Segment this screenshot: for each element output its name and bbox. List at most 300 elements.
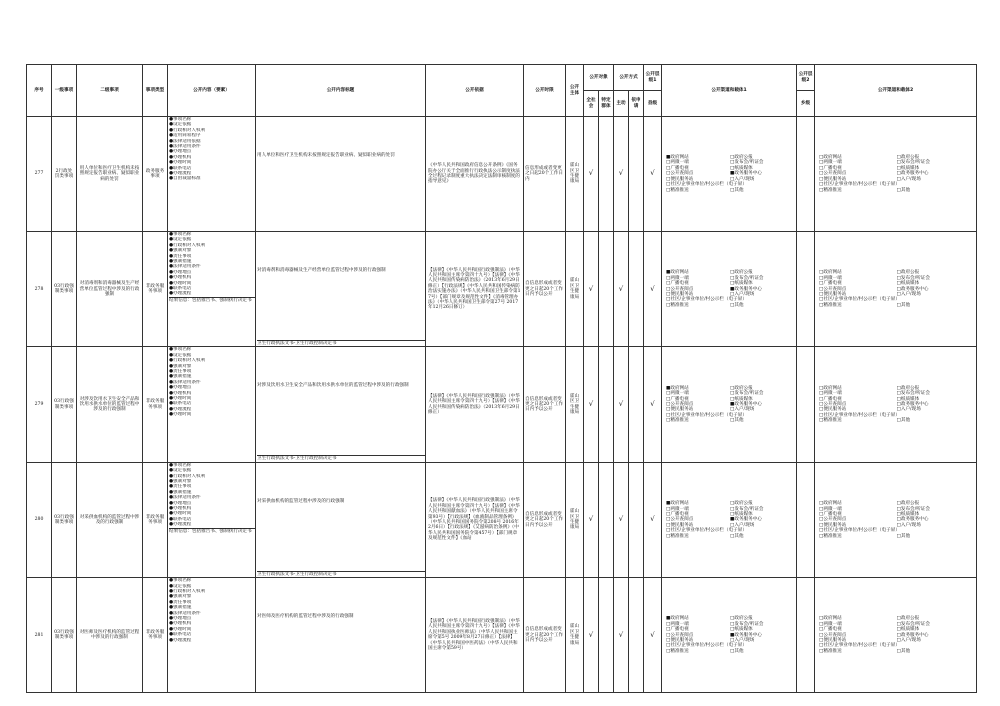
cell-seq: 280: [27, 462, 52, 577]
channel-option-paper: □纸质媒体: [730, 396, 753, 402]
channel-option-gov-site: □政府网站: [819, 616, 842, 622]
cell-period: 信息形成或者变更之日起20个工作日内: [524, 117, 566, 232]
element-item: ●办理时间: [169, 280, 192, 286]
element-item: ●强制措施: [169, 258, 192, 264]
check-target-specific: [599, 462, 614, 577]
channel-option-convenience: □便民服务站: [666, 407, 694, 413]
channel-option-press: □发布会/听证会: [896, 621, 930, 627]
cell-title-extra: 卫生行政执法文书-卫生行政控制决定书: [257, 455, 425, 461]
channel-option-community: □社区/企事业单位/村公示栏（电子屏）: [819, 182, 900, 188]
cell-title-text: 对医师及医疗机构的监管过程中涉及的行政强制: [257, 614, 354, 620]
check-target-all: √: [584, 117, 599, 232]
element-item: ●行政相对人权利: [169, 358, 206, 364]
cell-title-text: 对采供血机构的监管过程中涉及的行政强制: [257, 498, 345, 504]
cell-period: 自信息形成或者变更之日起20个工作日内予以公开: [524, 347, 566, 462]
check-township: [797, 578, 815, 693]
channel-option-broadcast: □广播电视: [666, 396, 689, 402]
channel-option-precise: □精准推送: [819, 648, 842, 654]
channel-option-paper: □纸质媒体: [730, 281, 753, 287]
channel-option-broadcast: □广播电视: [666, 627, 689, 633]
header-seq: 序号: [27, 65, 52, 117]
element-item: ●责任事项: [169, 253, 192, 259]
element-item: ●法律适用条件: [169, 264, 201, 270]
channel-option-two-micro: □两微一端: [819, 275, 842, 281]
channel-option-convenience: □便民服务站: [666, 291, 694, 297]
cell-subject: 霍山区卫生健康局: [566, 462, 584, 577]
element-item: ●强制对象: [169, 248, 192, 254]
cell-seq: 278: [27, 232, 52, 347]
element-item: ●设定依据: [169, 468, 192, 474]
channel-option-precise: □精准推送: [819, 187, 842, 193]
channel-option-gov-site: □政府网站: [819, 501, 842, 507]
channel-option-gov-gazette: □政府公报: [730, 616, 753, 622]
channel-option-community: □社区/企事业单位/村公示栏（电子屏）: [819, 528, 900, 534]
channel-option-community: □社区/企事业单位/村公示栏（电子屏）: [666, 182, 747, 188]
cell-level2: 对医师及医疗机构的监管过程中涉及的行政强制: [77, 578, 143, 693]
channel-option-query-point: □公开查阅点: [819, 517, 847, 523]
cell-basis: 【法律】《中华人民共和国行政强制法》（中华人民共和国主席令第四十九号）【法律】《中华人民共和国传染病防治法》（2013年6月29日修正）: [426, 347, 524, 462]
check-target-specific: [599, 347, 614, 462]
channel-option-gov-gazette: □政府公报: [730, 385, 753, 391]
check-method-active: √: [614, 232, 629, 347]
element-item: ●联系电话: [169, 632, 192, 638]
channel-option-paper: □纸质媒体: [896, 627, 920, 633]
element-item: ●强制措施: [169, 489, 192, 495]
channel-option-community: □社区/企事业单位/村公示栏（电子屏）: [819, 297, 900, 303]
channel-option-precise: □精准推送: [666, 302, 689, 308]
header-county: 县级: [644, 91, 662, 117]
channel-option-two-micro: □两微一端: [666, 621, 689, 627]
element-item: ●办理地点: [169, 615, 192, 621]
element-item: ●办理流程: [169, 637, 192, 643]
check-method-apply: [629, 347, 644, 462]
channel-option-other: □其他: [730, 302, 744, 308]
channel-option-broadcast: □广播电视: [819, 511, 842, 517]
cell-level1: 2行政处罚类事项: [52, 117, 77, 232]
header-content: 公开内容（要素）: [168, 65, 256, 117]
channel-option-service-center: □政务服务中心: [896, 286, 929, 292]
cell-basis: 【法律】《中华人民共和国行政强制法》（中华人民共和国主席令第四十九号）【法律】《中华人民共和国献血法》（中华人民共和国主席令第93号）【行政法规】《血液制品管理条例》（中华人民共和国国务院令第208号 2016年2月6日）【行政法规】《艾滋病防治条例》（中华人民共和国国务院令第457号）【部门规章及规范性文件】《血站: [426, 462, 524, 577]
element-item: ●责任事项: [169, 484, 192, 490]
channel-option-paper: □纸质媒体: [896, 396, 920, 402]
cell-level1: 03行政强制类事项: [52, 232, 77, 347]
channel-option-broadcast: □广播电视: [819, 396, 842, 402]
channel-option-other: □其他: [730, 187, 744, 193]
element-item: ●行政相对人权利: [169, 127, 206, 133]
header-title: 公开内容标题: [256, 65, 426, 117]
channel-option-two-micro: □两微一端: [819, 506, 842, 512]
cell-elements: [168, 117, 256, 232]
channel-option-broadcast: □广播电视: [666, 165, 689, 171]
element-item: ●办理流程: [169, 406, 192, 412]
cell-type: 政务服务事项: [143, 117, 168, 232]
cell-title-text: 用人单位和医疗卫生机构未按照规定报告职业病、疑似职业病的处罚: [257, 153, 395, 158]
channel-option-press: □发布会/听证会: [730, 621, 764, 627]
check-township: [797, 462, 815, 577]
channel-option-query-point: □公开查阅点: [819, 401, 847, 407]
channel-option-door: □入户/现场: [730, 407, 755, 413]
channel-option-community: □社区/企事业单位/村公示栏（电子屏）: [666, 643, 747, 649]
element-item: ●办理时间: [169, 160, 192, 166]
channel-option-door: □入户/现场: [730, 637, 755, 643]
cell-type: 非政务服务事项: [143, 578, 168, 693]
element-item: ●联系电话: [169, 285, 192, 291]
header-period: 公开时限: [524, 65, 566, 117]
element-item: ●事项名称: [169, 347, 192, 353]
check-method-active: √: [614, 578, 629, 693]
channel-option-community: □社区/企事业单位/村公示栏（电子屏）: [819, 412, 900, 418]
channel-option-gov-gazette: □政府公报: [896, 616, 920, 622]
channel-option-convenience: □便民服务站: [819, 176, 847, 182]
channel-option-service-center: □政务服务中心: [896, 401, 929, 407]
channel-option-two-micro: □两微一端: [819, 391, 842, 397]
channel-option-query-point: □公开查阅点: [819, 632, 847, 638]
check-method-apply: [629, 232, 644, 347]
element-item: ●法律适用条件: [169, 143, 201, 149]
channel-option-gov-site: ■政府网站: [666, 501, 689, 507]
check-county: √: [644, 117, 662, 232]
channel-option-door: □入户/现场: [896, 291, 921, 297]
channel-option-community: □社区/企事业单位/村公示栏（电子屏）: [666, 297, 747, 303]
channel-option-broadcast: □广播电视: [819, 165, 842, 171]
channel-option-precise: □精准推送: [819, 418, 842, 424]
channel-option-gov-gazette: □政府公报: [730, 501, 753, 507]
cell-channels2: [815, 347, 977, 462]
check-target-specific: [599, 232, 614, 347]
check-method-apply: [629, 578, 644, 693]
element-item: ●事项名称: [169, 462, 192, 468]
cell-title: [256, 232, 426, 347]
header-target-all: 全社会: [584, 91, 599, 117]
element-item: ●办理时间: [169, 511, 192, 517]
check-county: √: [644, 347, 662, 462]
channel-option-door: □入户/现场: [896, 637, 921, 643]
channel-option-service-center: □政务服务中心: [896, 632, 929, 638]
check-target-all: √: [584, 232, 599, 347]
channel-option-precise: □精准推送: [666, 418, 689, 424]
check-target-specific: [599, 117, 614, 232]
cell-subject: 霍山区卫生健康局: [566, 232, 584, 347]
channel-option-broadcast: □广播电视: [819, 627, 842, 633]
cell-channels1: [662, 462, 797, 577]
channel-option-door: □入户/现场: [896, 407, 921, 413]
channel-option-service-center: ■政务服务中心: [730, 171, 762, 177]
channel-option-other: □其他: [730, 648, 744, 654]
channel-option-service-center: ■政务服务中心: [730, 517, 762, 523]
header-basis: 公开依据: [426, 65, 524, 117]
channel-option-service-center: ■政务服务中心: [730, 286, 762, 292]
channel-option-gov-site: ■政府网站: [666, 385, 689, 391]
element-item: ●强制对象: [169, 363, 192, 369]
channel-option-two-micro: □两微一端: [666, 275, 689, 281]
channel-option-service-center: □政务服务中心: [896, 517, 929, 523]
check-target-all: √: [584, 347, 599, 462]
cell-level1: 03行政强制类事项: [52, 462, 77, 577]
cell-type: 非政务服务事项: [143, 462, 168, 577]
channel-option-two-micro: □两微一端: [666, 160, 689, 166]
channel-option-service-center: □政务服务中心: [896, 171, 929, 177]
channel-option-gov-gazette: □政府公报: [896, 270, 920, 276]
cell-channels2: [815, 462, 977, 577]
cell-level1: 03行政强制类事项: [52, 578, 77, 693]
cell-seq: 279: [27, 347, 52, 462]
table-row: [27, 117, 977, 232]
cell-level2: 对消毒剂和消毒器械及生产经营单位监管过程中涉及的行政强制: [77, 232, 143, 347]
channel-option-gov-gazette: □政府公报: [730, 270, 753, 276]
check-target-all: √: [584, 462, 599, 577]
check-method-active: √: [614, 117, 629, 232]
check-township: [797, 117, 815, 232]
channel-option-press: □发布会/听证会: [730, 275, 764, 281]
channel-option-press: □发布会/听证会: [896, 275, 930, 281]
channel-option-query-point: □公开查阅点: [819, 171, 847, 177]
channel-option-paper: □纸质媒体: [730, 627, 753, 633]
cell-extra-element: 结果信息：包括催告书、强制执行决定书: [169, 297, 255, 303]
channel-option-door: □入户/现场: [730, 291, 755, 297]
channel-option-other: □其他: [896, 648, 911, 654]
table-row: [27, 578, 977, 693]
element-item: ●办理机构: [169, 154, 192, 160]
channel-option-community: □社区/企事业单位/村公示栏（电子屏）: [666, 412, 747, 418]
cell-level2: 对涉及饮用水卫生安全产品和饮用水供水单位的监管过程中涉及的行政强制: [77, 347, 143, 462]
cell-basis: 《中华人民共和国政府信息公开条例》《国务院办公厅关于全面推行行政执法公示制度执法全过程记录制度重大执法决定法制审核制度的指导意见》: [426, 117, 524, 232]
channel-option-two-micro: □两微一端: [666, 391, 689, 397]
header-level1: 一级事项: [52, 65, 77, 117]
element-item: ●法律适用依据: [169, 138, 201, 144]
channel-option-precise: □精准推送: [666, 648, 689, 654]
header-channels1: 公开渠道和载体1: [662, 65, 797, 117]
channel-option-gov-site: ■政府网站: [666, 270, 689, 276]
channel-option-press: □发布会/听证会: [896, 391, 930, 397]
channel-option-gov-site: □政府网站: [819, 270, 842, 276]
channel-option-other: □其他: [730, 533, 744, 539]
cell-seq: 277: [27, 117, 52, 232]
channel-option-precise: □精准推送: [819, 302, 842, 308]
element-item: ●办理时间: [169, 412, 192, 418]
element-item: ●办理机构: [169, 505, 192, 511]
table-body: [27, 117, 977, 693]
channel-option-convenience: □便民服务站: [666, 176, 694, 182]
cell-title-extra: 卫生行政执法文书-卫生行政控制决定书: [257, 571, 425, 577]
element-item: ●强制措施: [169, 374, 192, 380]
element-item: ●强制对象: [169, 478, 192, 484]
header-method: 公开方式: [614, 65, 644, 91]
element-item: ●办理时间: [169, 395, 192, 401]
element-item: ●联系电话: [169, 401, 192, 407]
channel-option-gov-site: ■政府网站: [666, 155, 689, 161]
channel-option-two-micro: □两微一端: [819, 621, 842, 627]
channel-option-convenience: □便民服务站: [666, 522, 694, 528]
channel-option-service-center: ■政务服务中心: [730, 401, 762, 407]
channel-option-precise: □精准推送: [666, 187, 689, 193]
channel-option-press: □发布会/听证会: [896, 160, 930, 166]
element-item: ●设定依据: [169, 122, 192, 128]
table-row: [27, 232, 977, 347]
channel-option-precise: □精准推送: [666, 533, 689, 539]
channel-option-convenience: □便民服务站: [819, 637, 847, 643]
channel-option-paper: □纸质媒体: [730, 165, 753, 171]
element-item: ●办理机构: [169, 621, 192, 627]
cell-basis: 【法律】《中华人民共和国行政强制法》（中华人民共和国主席令第四十九号）【法律】《中华人民共和国执业医师法》（中华人民共和国主席令第5号 2009年8月27日修正）【法律】《中华人民共和国中医药法》（中华人民共和国主席令第59号）: [426, 578, 524, 693]
check-target-all: √: [584, 578, 599, 693]
element-item: ●办理机构: [169, 275, 192, 281]
channel-option-door: □入户/现场: [896, 522, 921, 528]
channel-option-gov-gazette: □政府公报: [730, 155, 753, 161]
cell-elements: [168, 578, 256, 693]
cell-elements: [168, 347, 256, 462]
element-item: ●行政相对人权利: [169, 589, 206, 594]
check-method-active: √: [614, 462, 629, 577]
channel-option-gov-gazette: □政府公报: [896, 155, 920, 161]
check-method-apply: [629, 462, 644, 577]
channel-option-community: □社区/企事业单位/村公示栏（电子屏）: [819, 643, 900, 649]
channel-option-broadcast: □广播电视: [666, 281, 689, 287]
check-method-apply: [629, 117, 644, 232]
element-item: ●办理流程: [169, 291, 192, 297]
element-item: ●设定依据: [169, 583, 192, 589]
channel-option-broadcast: □广播电视: [819, 281, 842, 287]
cell-level2: 用人单位和医疗卫生机构未按照规定报告职业病、疑似职业病的处罚: [77, 117, 143, 232]
channel-option-gov-site: □政府网站: [819, 385, 842, 391]
channel-option-other: □其他: [896, 533, 911, 539]
channel-option-query-point: □公开查阅点: [666, 286, 694, 292]
cell-type: 非政务服务事项: [143, 347, 168, 462]
channel-option-query-point: □公开查阅点: [666, 401, 694, 407]
channel-option-gov-site: ■政府网站: [666, 616, 689, 622]
cell-channels1: [662, 117, 797, 232]
channel-option-gov-gazette: □政府公报: [896, 501, 920, 507]
cell-channels2: [815, 578, 977, 693]
cell-channels1: [662, 347, 797, 462]
channel-option-convenience: □便民服务站: [819, 291, 847, 297]
cell-level2: 对采供血机构的监管过程中涉及的行政强制: [77, 462, 143, 577]
cell-title-extra: 卫生行政执法文书-卫生行政控制决定书: [257, 340, 425, 346]
header-type: 事项类型: [143, 65, 168, 117]
cell-channels1: [662, 578, 797, 693]
channel-option-two-micro: □两微一端: [666, 506, 689, 512]
header-target: 公开对象: [584, 65, 614, 91]
element-item: ●办理地点: [169, 269, 192, 275]
element-item: ●法律适用条件: [169, 610, 201, 616]
cell-channels2: [815, 117, 977, 232]
element-item: ●适用简易程序: [169, 133, 201, 139]
cell-title: [256, 578, 426, 693]
element-item: ●事项名称: [169, 232, 192, 237]
cell-type: 非政务服务事项: [143, 232, 168, 347]
cell-channels2: [815, 232, 977, 347]
check-township: [797, 347, 815, 462]
channel-option-door: □入户/现场: [730, 176, 755, 182]
element-item: ●联系电话: [169, 516, 192, 522]
header-subject: 公开主体: [566, 65, 584, 117]
channel-option-press: □发布会/听证会: [896, 506, 930, 512]
element-item: ●设定依据: [169, 352, 192, 358]
channel-option-convenience: □便民服务站: [819, 522, 847, 528]
header-target-specific: 特定群体: [599, 91, 614, 117]
channel-option-press: □发布会/听证会: [730, 391, 764, 397]
channel-option-two-micro: □两微一端: [819, 160, 842, 166]
disclosure-table: [26, 64, 977, 693]
cell-title-text: 对涉及饮用水卫生安全产品和饮用水供水单位的监管过程中涉及的行政强制: [257, 383, 409, 389]
element-item: ●办理机构: [169, 390, 192, 396]
channel-option-paper: □纸质媒体: [896, 281, 920, 287]
element-item: ●办理流程: [169, 522, 192, 528]
cell-elements: [168, 462, 256, 577]
element-item: ●法律适用条件: [169, 495, 201, 501]
cell-level1: 03行政强制类事项: [52, 347, 77, 462]
header-method-apply: 依申请: [629, 91, 644, 117]
channel-option-query-point: □公开查阅点: [666, 632, 694, 638]
header-method-active: 主动: [614, 91, 629, 117]
header-township: 乡级: [797, 91, 815, 117]
check-method-active: √: [614, 347, 629, 462]
cell-subject: 霍山区卫生健康局: [566, 578, 584, 693]
check-target-specific: [599, 578, 614, 693]
element-item: ●强制对象: [169, 594, 192, 600]
element-item: ●行政相对人权利: [169, 242, 206, 248]
header-level1-group: 公开层级1: [644, 65, 662, 91]
element-item: ●强制措施: [169, 605, 192, 611]
channel-option-convenience: □便民服务站: [819, 407, 847, 413]
channel-option-other: □其他: [896, 302, 911, 308]
check-county: √: [644, 232, 662, 347]
channel-option-paper: □纸质媒体: [730, 511, 753, 517]
channel-option-door: □入户/现场: [730, 522, 755, 528]
channel-option-community: □社区/企事业单位/村公示栏（电子屏）: [666, 528, 747, 534]
channel-option-other: □其他: [730, 418, 744, 424]
channel-option-query-point: □公开查阅点: [666, 517, 694, 523]
cell-title: [256, 117, 426, 232]
cell-basis: 【法律】《中华人民共和国行政强制法》（中华人民共和国主席令第四十九号）【法律】《中华人民共和国传染病防治法》（2013年6月29日修正）【行政法规】《中华人民共和国传染病防治法实施办法》（中华人民共和国卫生部令第17号）【部门规章及规范性文件】《消毒管理办法》（中华人民共和国卫生部令第27号 2017年12月26日修订）: [426, 232, 524, 347]
element-item: ●事项名称: [169, 117, 192, 122]
channel-option-gov-site: □政府网站: [819, 155, 842, 161]
check-township: [797, 232, 815, 347]
element-item: ●办理地点: [169, 149, 192, 155]
header-channels2: 公开渠道和载体2: [815, 65, 977, 117]
cell-extra-element: 结果信息：包括催告书、强制执行决定书: [169, 528, 255, 534]
table-row: [27, 462, 977, 577]
channel-option-other: □其他: [896, 418, 911, 424]
element-item: ●办理流程: [169, 170, 192, 176]
cell-period: 自信息形成或者变更之日起20个工作日内予以公开: [524, 462, 566, 577]
channel-option-service-center: ■政务服务中心: [730, 632, 762, 638]
check-county: √: [644, 578, 662, 693]
header-level2-group: 公开层级2: [797, 65, 815, 91]
header-level2: 二级事项: [77, 65, 143, 117]
element-item: ●办理地点: [169, 500, 192, 506]
element-item: ●行政相对人权利: [169, 473, 206, 479]
channel-option-press: □发布会/听证会: [730, 506, 764, 512]
element-item: ●责任事项: [169, 599, 192, 605]
channel-option-paper: □纸质媒体: [896, 165, 920, 171]
channel-option-query-point: □公开查阅点: [819, 286, 847, 292]
element-item: ●设定依据: [169, 237, 192, 243]
cell-title: [256, 462, 426, 577]
element-item: ●联系电话: [169, 165, 192, 171]
cell-subject: 霍山区卫生健康局: [566, 117, 584, 232]
cell-period: 自信息形成或者变更之日起20个工作日内予以公开: [524, 578, 566, 693]
channel-option-other: □其他: [896, 187, 911, 193]
check-county: √: [644, 462, 662, 577]
channel-option-precise: □精准推送: [819, 533, 842, 539]
channel-option-door: □入户/现场: [896, 176, 921, 182]
cell-channels1: [662, 232, 797, 347]
element-item: ●办理地点: [169, 385, 192, 391]
element-item: ●责任事项: [169, 368, 192, 374]
channel-option-query-point: □公开查阅点: [666, 171, 694, 177]
cell-seq: 281: [27, 578, 52, 693]
element-item: ●办理时间: [169, 626, 192, 632]
